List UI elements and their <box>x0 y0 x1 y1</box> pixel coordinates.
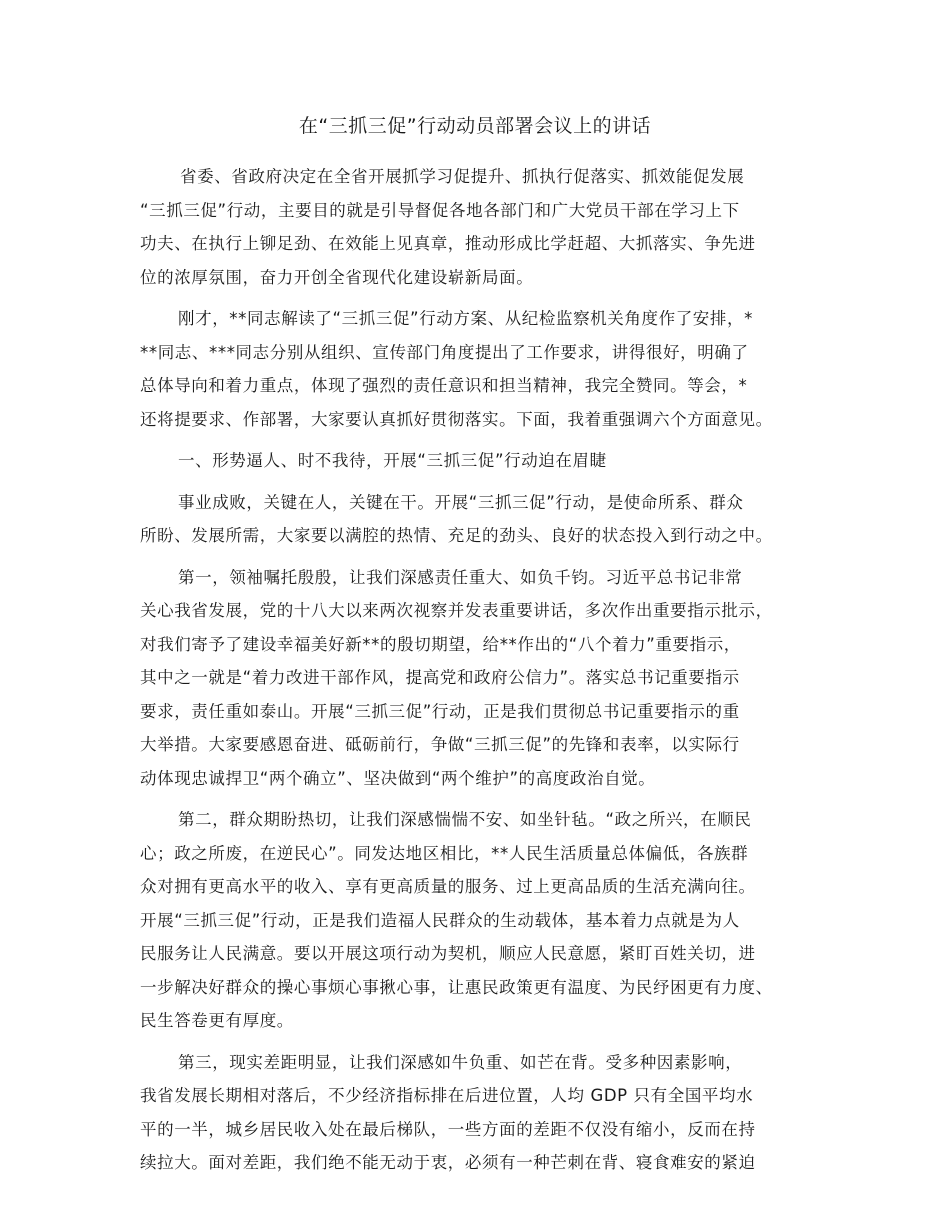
text-line: 心；政之所废，在逆民心”。同发达地区相比，**人民生活质量总体偏低，各族群 <box>140 843 749 863</box>
section-heading <box>140 444 840 478</box>
text-line: 第三，现实差距明显，让我们深感如牛负重、如芒在背。受多种因素影响， <box>178 1052 743 1072</box>
text-line: 民生答卷更有厚度。 <box>140 1011 294 1030</box>
paragraph-intro <box>140 160 840 294</box>
text-line: **同志、***同志分别从组织、宣传部门角度提出了工作要求，讲得很好，明确了 <box>140 342 749 362</box>
text-line: 省委、省政府决定在全省开展抓学习促提升、抓执行促落实、抓效能促发展 <box>180 167 745 186</box>
text-line: 平的一半，城乡居民收入处在最后梯队，一些方面的差距不仅没有缩小，反而在持 <box>140 1119 756 1139</box>
document-body <box>140 160 840 1188</box>
text-line: 续拉大。面对差距，我们绝不能无动于衷，必须有一种芒刺在背、寝食难安的紧迫 <box>140 1153 756 1172</box>
text-line: 我省发展长期相对落后，不少经济指标排在后进位置，人均 GDP 只有全国平均水 <box>140 1086 754 1105</box>
text-line: 动体现忠诚捍卫“两个确立”、坚决做到“两个维护”的高度政治自觉。 <box>140 768 656 788</box>
text-line: 要求，责任重如泰山。开展“三抓三促”行动，正是我们贯彻总书记重要指示的重 <box>140 701 740 721</box>
text-line: 总体导向和着力重点，体现了强烈的责任意识和担当精神，我完全赞同。等会，* <box>140 376 748 395</box>
text-line: 对我们寄予了建设幸福美好新**的殷切期望，给**作出的“八个着力”重要指示， <box>140 634 741 654</box>
text-line: 民服务让人民满意。要以开展这项行动为契机，顺应人民意愿，紧盯百姓关切，进 <box>140 944 756 963</box>
text-line: 第一，领袖嘱托殷殷，让我们深感责任重大、如负千钧。习近平总书记非常 <box>178 567 743 587</box>
text-line: 刚才，**同志解读了“三抓三促”行动方案、从纪检监察机关角度作了安排，* <box>178 309 753 328</box>
text-line: 还将提要求、作部署，大家要认真抓好贯彻落实。下面，我着重强调六个方面意见。 <box>140 409 773 429</box>
text-line: 功夫、在执行上铆足劲、在效能上见真章，推动形成比学赶超、大抓落实、争先进 <box>140 234 756 253</box>
text-line: 众对拥有更高水平的收入、享有更高质量的服务、过上更高品质的生活充满向往。 <box>140 877 756 896</box>
text-line: 其中之一就是“着力改进干部作风，提高党和政府公信力”。落实总书记重要指示 <box>140 668 740 687</box>
text-line: 关心我省发展，党的十八大以来两次视察并发表重要讲话，多次作出重要指示批示， <box>140 601 773 620</box>
text-line: 一步解决好群众的操心事烦心事揪心事，让惠民政策更有温度、为民纾困更有力度、 <box>140 977 773 997</box>
paragraph-second <box>140 803 840 1038</box>
text-line: 大举措。大家要感恩奋进、砥砺前行，争做“三抓三促”的先锋和表率，以实际行 <box>140 735 740 754</box>
paragraph-context <box>140 302 840 436</box>
text-line: 事业成败，关键在人，关键在干。开展“三抓三促”行动，是使命所系、群众 <box>178 492 744 512</box>
text-line: 开展“三抓三促”行动，正是我们造福人民群众的生动载体，基本着力点就是为人 <box>140 910 740 930</box>
text-line: “三抓三促”行动，主要目的就是引导督促各地各部门和广大党员干部在学习上下 <box>140 200 740 220</box>
paragraph-overview <box>140 486 840 553</box>
paragraph-third <box>140 1046 840 1180</box>
text-line: 第二，群众期盼热切，让我们深感惴惴不安、如坐针毡。“政之所兴，在顺民 <box>178 810 752 829</box>
text-line: 一、形势逼人、时不我待，开展“三抓三促”行动迫在眉睫 <box>178 451 607 470</box>
paragraph-first <box>140 561 840 796</box>
text-line: 所盼、发展所需，大家要以满腔的热情、充足的劲头、良好的状态投入到行动之中。 <box>140 526 773 545</box>
text-line: 位的浓厚氛围，奋力开创全省现代化建设崭新局面。 <box>140 267 534 287</box>
page-title: 在“三抓三促”行动动员部署会议上的讲话 <box>298 115 652 137</box>
